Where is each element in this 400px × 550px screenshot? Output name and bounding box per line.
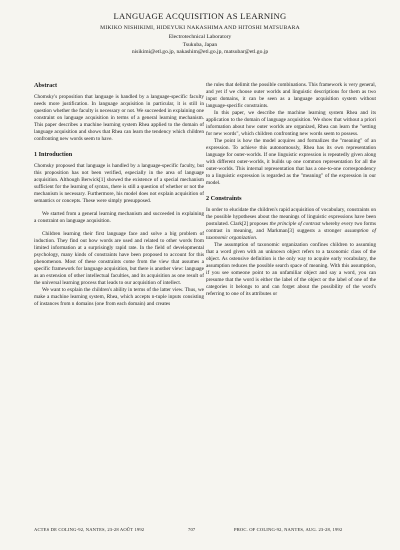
page-number: 707: [188, 527, 196, 532]
taxonomic-organization: assumption of taxonomic organization.: [206, 228, 376, 242]
footer-right: PROC. OF COLING-92, NANTES, AUG. 23-28, 1992: [234, 527, 343, 532]
paper-title: LANGUAGE ACQUISITION AS LEARNING: [113, 11, 287, 21]
constraints-p1-start: In order to elucidate the children's rapid acquisition of vocabulary, constraints on the possible hypotheses about the meanings of linguistic expressions have been postulated. Clark[2] proposes: [206, 207, 377, 228]
intro-paragraph-1: Chomsky proposed that language is handled by a language-specific faculty, but this proposition has not been verified, especially in the area of language acquisition. Although Berwick[1] showed the existence of a special mechanism sufficient for the learning of syntax, there is still a question of whether or not the mechanism is necessary. Furthermore, his model does not explain acquisition of semantics or concepts. These were simply presupposed.: [34, 163, 204, 205]
left-column: [34, 82, 204, 308]
affiliation-city: Tsukuba, Japan: [182, 41, 218, 48]
intro-paragraph-4: We want to explain the children's ability in terms of the latter view. Thus, we make a machine learning system, Rhea, which accepts n-tuple inputs consisting of instances from n domains (one from each domain) and creates: [34, 287, 204, 308]
right-paragraph-2: In this paper, we describe the machine learning system Rhea and its application to the domain of language acquisition. We show that without a priori information about how outer worlds are organized, Rhea can learn the "setting for new words", which children confronting new words seem to possess.: [206, 110, 376, 138]
constraints-paragraph-1: [206, 207, 376, 242]
footer-left: ACTES DE COLING-92, NANTES, 23-28 AOÛT 1992: [34, 527, 145, 532]
principle-of-contrast: the principle of contrast: [269, 221, 321, 228]
constraints-paragraph-2: The assumption of taxonomic organization confines children to assuming that a word given with an unknown object refers to a taxonomic class of the object. As ostensive definition is the only way to acquire early vocabulary, the assumption reduces the possible search space of meaning. With this assumption, if you see someone point to an unfamiliar object and say a word, you can presume that the word is either the label of the object or the label of one of the categories it belongs to and can forget about the possibility of the word's referring to one of its attributes or: [206, 242, 376, 298]
right-column: [206, 82, 376, 298]
affiliation-block: [0, 34, 400, 57]
section-2-heading: 2 Constraints: [206, 195, 242, 203]
intro-paragraph-2: We started from a general learning mechanism and succeeded in explaining a constraint on language acquisition.: [34, 211, 204, 225]
affiliation-lab: Electrotechnical Laboratory: [168, 34, 232, 40]
right-paragraph-3: The point is how the model acquires and formalizes the "meaning" of an expression. To achieve this autonomously, Rhea has its own representation language for outer-worlds. If one linguistic expression is repeatedly given along with different outer-worlds, it builds up one common representation for all the outer-worlds. This internal representation that has a one-to-one correspondency to a linguistic expression is regarded as the "meaning" of the expression in our model.: [206, 138, 376, 187]
right-paragraph-1: the rules that delimit the possible combinations. This framework is very general, and yet if we choose outer worlds and linguistic descriptions for them as two input domains, it can be seen as a language acquisition system without language-specific constraints.: [206, 82, 376, 110]
abstract-text: Chomsky's proposition that language is handled by a language-specific faculty needs more justification. In language acquisition in particular, it is still in question whether the faculty is necessary or not. We succeeded in explaining one constraint on language acquisition in terms of a general learning mechanism. This paper describes a machine learning system Rhea applied to the domain of language acquisition and shows that Rhea can learn the tendency which children confronting new words seem to have.: [34, 94, 204, 143]
page-footer: [34, 527, 376, 537]
abstract-heading: Abstract: [34, 82, 58, 89]
section-1-heading: 1 Introduction: [34, 151, 73, 159]
constraints-p1-mid: whereby every two forms contrast in meaning, and Markman[3] suggests a stronger: [206, 221, 377, 235]
affiliation-emails: nisikimi@etl.go.jp, nakashim@etl.go.jp, matsubar@etl.go.jp: [131, 49, 269, 56]
paper-authors: MIKIKO NISHIKIMI, HIDEYUKI NAKASHIMA AND HITOSHI MATSUBARA: [100, 25, 300, 31]
intro-paragraph-3: Children learning their first language face and solve a big problem of induction. They find out how words are used and related to other words from limited information at a surprisingly rapid rate. In the field of developmental psychology, many kinds of constraints have been proposed to account for this phenomenon. Most of these constraints come from the view that assumes a specific framework for language acquisition, but there is another view: language as an extension of other intellectual faculties, and its acquisition as one result of the universal learning process that leads to our acquisition of intellect.: [34, 231, 204, 287]
